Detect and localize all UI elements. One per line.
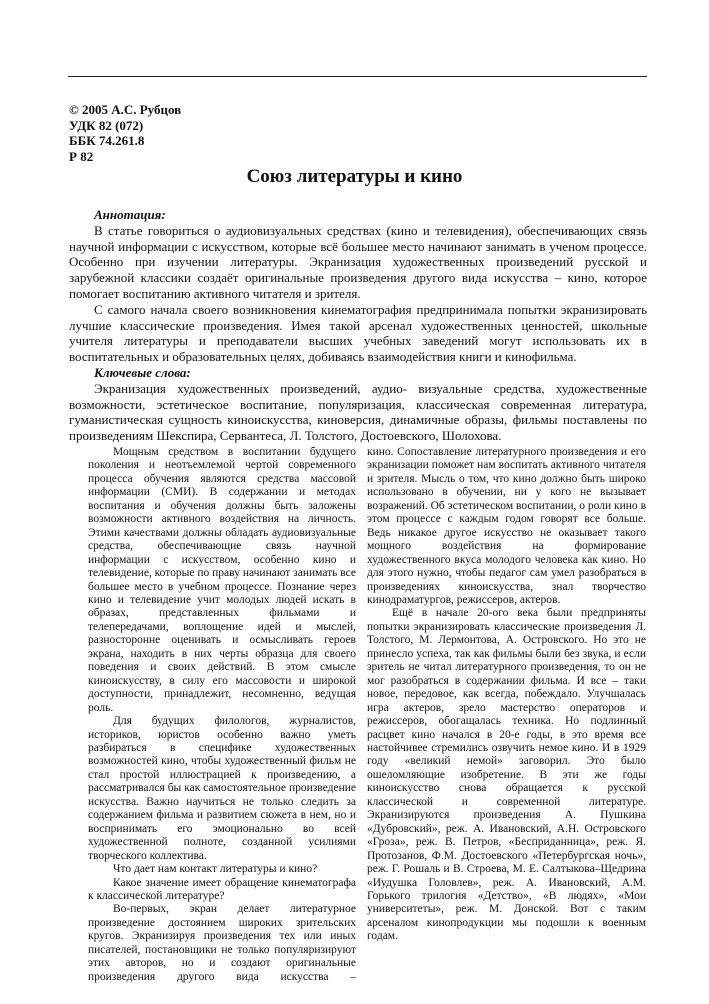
library-code: Р 82 xyxy=(69,148,94,164)
body-paragraph: Какое значение имеет обращение кинематографа к классической литературе? xyxy=(88,876,356,902)
bbk-code: ББК 74.261.8 xyxy=(69,133,145,148)
udk-code: УДК 82 (072) xyxy=(69,117,144,133)
body-left-column xyxy=(88,446,356,984)
body-paragraph: Ещё в начале 20-ого века были предприняты попытки экранизировать классические произведения Л. Толстого, М. Лермонтова, А. Островского. Но это не принесло успеха, так как фильмы были без звука, и если зритель не читал литературного произведения, то он не мог разобраться в содержании фильма. И все – таки новое, передовое, как всегда, побеждало. Улучшалась игра актеров, зрело мастерство операторов и режиссеров, обогащалась техника. Но подлинный расцвет кино начался в 20-е годы, в это время все настойчивее стремились озвучить немое кино. И в 1929 году «великий немой» заговорил. Это было ошеломляющие изобретение. В эти же годы киноискусство снова обращается к русской классической и современной литературе. Экранизируются произведения А. Пушкина «Дубровский», реж. А. Ивановский, А.Н. Островского «Гроза», реж. В. Петров, «Бесприданница», реж. Я. Протозанов, Ф.М. Достоевского «Петербургская ночь», реж. Г. Рошаль и В. Строева, М. Е. Салтыкова–Щедрина «Иудушка Головлев», реж. А. Ивановский, А.М. Горького трилогия «Детство», «В людях», «Мои университеты», реж. М. Донской. Вот с таким арсеналом кинопродукции мы подошли к военным годам. xyxy=(367,607,646,943)
article-title: Союз литературы и кино xyxy=(246,166,463,187)
body-paragraph: Мощным средством в воспитании будущего поколения и неотъемлемой чертой современного процесса обучения являются средства массовой информации (СМИ). В содержании и методах воспитания и обучения должны быть заложены возможности активного воздействия на личность. Этими качествами должны обладать аудиовизуальные средства, обеспечивающие связь научной информации с искусством, особенно кино и телевидение, которые по праву начинают занимать все большее место в учебном процессе. Познание через кино и телевидение учит молодых людей искать в образах, представленных фильмами и телепередачами, воплощение идей и мыслей, разносторонне оценивать и осмысливать героев экрана, находить в них черты образца для своего поведения и своих действий. В этом смысле киноискусству, в силу его массовости и широкой доступности, принадлежит, несомненно, ведущая роль. xyxy=(88,446,356,714)
article-metadata xyxy=(69,102,181,164)
abstract-label: Аннотация: xyxy=(94,207,166,222)
header-rule xyxy=(68,76,647,77)
body-right-column xyxy=(367,446,646,944)
body-paragraph: Во-первых, экран делает литературное произведение достоянием широких зрительских кругов. Экранизируя произведения тех или иных писателей, постановщики не только популяризируют этих авторов, но и создают оригинальные произведения другого вида искусства – xyxy=(88,903,356,983)
body-paragraph: Для будущих филологов, журналистов, историков, юристов особенно важно уметь разбираться в специфике художественных возможностей кино, чтобы художественный фильм не стал простой иллюстрацией к произведению, а рассматривался бы как самостоятельное произведение искусства. Важно научиться не только следить за содержанием фильма и развитием сюжета в нем, но и воспринимать его эмоционально во всей художественной полноте, созданной усилиями творческого коллектива. xyxy=(88,715,356,862)
abstract-paragraph: В статье говориться о аудиовизуальных средствах (кино и телевидения), обеспечивающих связь научной информации с искусством, которые всё большее место начинают занимать в ученом процессе. Особенно при изучении литературы. Экранизация художественных произведений русской и зарубежной классики создаёт оригинальные произведения другого вида искусства – кино, которое помогает воспитанию активного читателя и зрителя. xyxy=(69,222,647,301)
body-paragraph: кино. Сопоставление литературного произведения и его экранизации поможет нам воспитать активного читателя и зрителя. Мысль о том, что кино должно быть широко использовано в обучении, ни у кого не вызывает возражений. Об эстетическом воспитании, о роли кино в этом процессе с каждым годом говорят все больше. Ведь никакое другое искусство не оказывает такого мощного воздействия на формирование художественного вкуса молодого человека как кино. Но для этого нужно, чтобы педагог сам умел разобраться в произведениях киноискусства, знал творчество кинодраматургов, режиссеров, актеров. xyxy=(367,446,646,606)
abstract-paragraph: С самого начала своего возникновения кинематография предпринимала попытки экранизировать лучшие классические произведения. Имея такой арсенал художественных ценностей, школьные учителя литературы и преподаватели высших учебных заведений могут использовать их в воспитательных и образовательных целях, добиваясь взаимодействия книги и кинофильма. xyxy=(69,301,647,365)
abstract-section xyxy=(69,207,647,444)
keywords-text: Экранизация художественных произведений, аудио- визуальные средства, художественные возможности, эстетическое воспитание, популяризация, классическая современная литература, гуманистическая сущность киноискусства, киноверсия, динамичные образы, фильмы поставлены по произведениям Шекспира, Сервантеса, Л. Толстого, Достоевского, Шолохова. xyxy=(69,380,647,444)
body-paragraph: Что дает нам контакт литературы и кино? xyxy=(113,863,318,876)
copyright-line: © 2005 А.С. Рубцов xyxy=(69,102,182,117)
keywords-label: Ключевые слова: xyxy=(94,364,191,380)
